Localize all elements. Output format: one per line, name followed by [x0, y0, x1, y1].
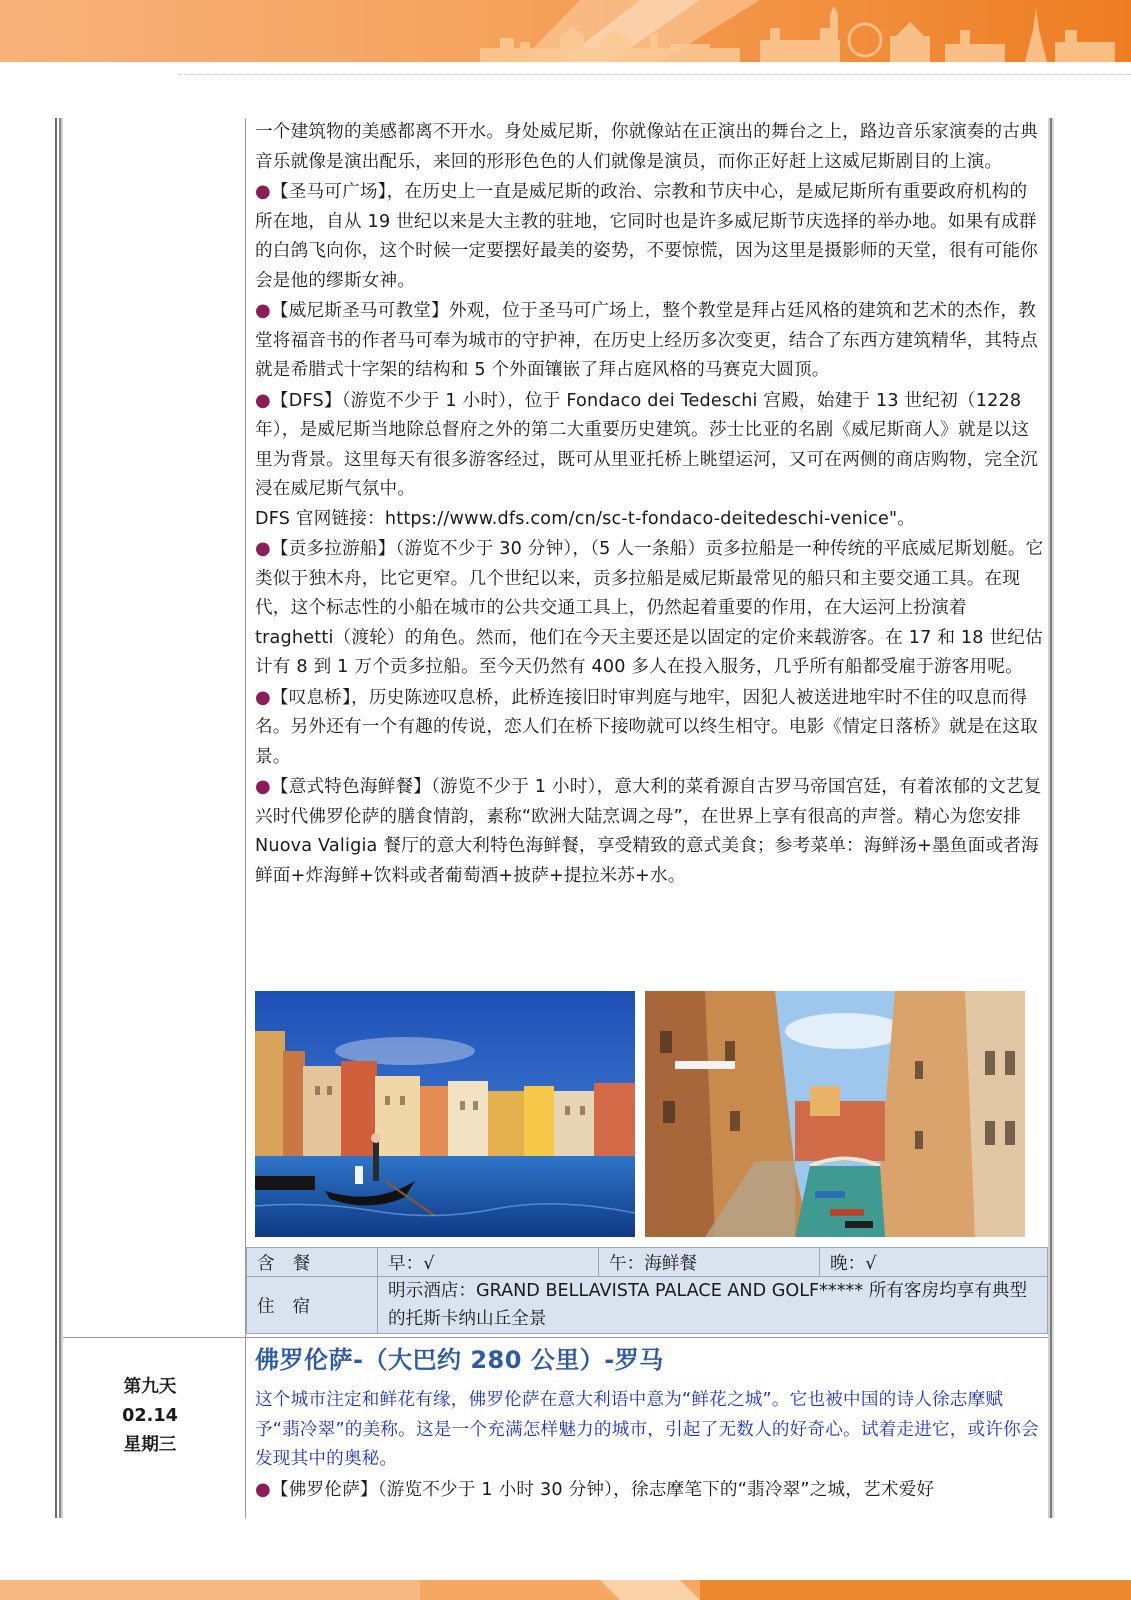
item-florence: ●【佛罗伦萨】（游览不少于 1 小时 30 分钟），徐志摩笔下的“翡冷翠”之城，艺术爱好 [255, 1478, 935, 1500]
day-row-divider [63, 1337, 1048, 1338]
bullet-icon: ● [255, 389, 271, 411]
table-right-border [1048, 118, 1054, 1518]
day-date: 02.14 [122, 1406, 178, 1426]
hotel-row [247, 1277, 1048, 1334]
intro-paragraph: 一个建筑物的美感都离不开水。身处威尼斯，你就像站在正演出的舞台之上，路边音乐家演奏的古典音乐就像是演出配乐，来回的形形色色的人们就像是演员，而你正好赶上这威尼斯剧目的上演。 [255, 122, 1038, 172]
dfs-link[interactable]: DFS 官网链接：https://www.dfs.com/cn/sc-t-fondaco-deitedeschi-venice"。 [255, 508, 916, 529]
day-weekday: 星期三 [123, 1435, 177, 1455]
item-basilica-san-marco: ●【威尼斯圣马可教堂】外观，位于圣马可广场上，整个教堂是拜占廷风格的建筑和艺术的杰作，教堂将福音书的作者马可奉为城市的守护神，在历史上经历多次变更，结合了东西方建筑精华，其特点就是希腊式十字架的结构和 5 个外面镶嵌了拜占庭风格的马赛克大圆顶。 [255, 300, 1038, 380]
bullet-icon: ● [255, 776, 271, 797]
day-intro [255, 1386, 1045, 1505]
bullet-icon: ● [255, 1478, 271, 1500]
venice-narrow-canal-photo [645, 991, 1025, 1237]
table-left-border [55, 118, 63, 1518]
header-banner [0, 0, 1131, 62]
photo-row [255, 991, 1035, 1237]
hotel-info: 明示酒店：GRAND BELLAVISTA PALACE AND GOLF***** 所有客房均享有典型的托斯卡纳山丘全景 [378, 1277, 1048, 1334]
breakfast-cell: 早：√ [378, 1248, 599, 1277]
meals-label: 含餐 [247, 1248, 378, 1277]
footer-banner [0, 1580, 1131, 1600]
bullet-icon: ● [255, 181, 271, 202]
meals-hotel-table [246, 1247, 1048, 1334]
day-intro-paragraph: 这个城市注定和鲜花有缘，佛罗伦萨在意大利语中意为“鲜花之城”。它也被中国的诗人徐志摩赋予“翡冷翠”的美称。这是一个充满怎样魅力的城市，引起了无数人的好奇心。试着走进它，或许你会发现其中的奥秘。 [255, 1390, 1039, 1469]
hotel-label: 住宿 [247, 1277, 378, 1334]
dinner-cell: 晚：√ [820, 1248, 1048, 1277]
itinerary-table [55, 118, 1054, 1518]
day-title: 佛罗伦萨-（大巴约 280 公里）-罗马 [255, 1346, 664, 1374]
item-dfs: ●【DFS】（游览不少于 1 小时），位于 Fondaco dei Tedeschi 宫殿，始建于 13 世纪初（1228 年），是威尼斯当地除总督府之外的第二大重要历史建筑。莎士比亚的名剧《威尼斯商人》就是以这里为背景。这里每天有很多游客经过，既可从里亚托桥上眺望运河，又可在两侧的商店购物，完全沉浸在威尼斯气氛中。 [255, 389, 1038, 499]
bullet-icon: ● [255, 686, 271, 708]
lunch-cell: 午：海鲜餐 [599, 1248, 820, 1277]
day-description [255, 118, 1045, 891]
item-piazza-san-marco: ●【圣马可广场】，在历史上一直是威尼斯的政治、宗教和节庆中心，是威尼斯所有重要政府机构的所在地，自从 19 世纪以来是大主教的驻地，它同时也是许多威尼斯节庆选择的举办地。如果有成群的白鸽飞向你，这个时候一定要摆好最美的姿势，不要惊慌，因为这里是摄影师的天堂，很有可能你会是他的缪斯女神。 [255, 181, 1038, 291]
header-divider [178, 74, 1131, 75]
day-label [55, 1373, 245, 1460]
item-gondola: ●【贡多拉游船】（游览不少于 30 分钟），（5 人一条船）贡多拉船是一种传统的平底威尼斯划艇。它类似于独木舟，比它更窄。几个世纪以来，贡多拉船是威尼斯最常见的船只和主要交通工具。在现代，这个标志性的小船在城市的公共交通工具上，仍然起着重要的作用，在大运河上扮演着 traghetti（渡轮）的角色。然而，他们在今天主要还是以固定的定价来载游客。在 17 和 18 世纪估计有 8 到 1 万个贡多拉船。至今天仍然有 400 多人在投入服务，几乎所有船都受雇于游客用呢。 [255, 538, 1044, 677]
item-seafood-meal: ●【意式特色海鲜餐】（游览不少于 1 小时），意大利的菜肴源自古罗马帝国宫廷，有着浓郁的文艺复兴时代佛罗伦萨的膳食情韵，素称“欧洲大陆烹调之母”，在世界上享有很高的声誉。精心为您安排 Nuova Valigia 餐厅的意大利特色海鲜餐，享受精致的意式美食；参考菜单：海鲜汤+墨鱼面或者海鲜面+炸海鲜+饮料或者葡萄酒+披萨+提拉米苏+水。 [255, 776, 1042, 886]
day-number: 第九天 [123, 1377, 177, 1397]
bullet-icon: ● [255, 300, 271, 321]
meals-row [247, 1248, 1048, 1277]
bullet-icon: ● [255, 538, 271, 559]
venice-grand-canal-photo [255, 991, 635, 1237]
item-bridge-of-sighs: ●【叹息桥】，历史陈迹叹息桥，此桥连接旧时审判庭与地牢，因犯人被送进地牢时不住的叹息而得名。另外还有一个有趣的传说，恋人们在桥下接吻就可以终生相守。电影《情定日落桥》就是在这取景。 [255, 686, 1038, 767]
